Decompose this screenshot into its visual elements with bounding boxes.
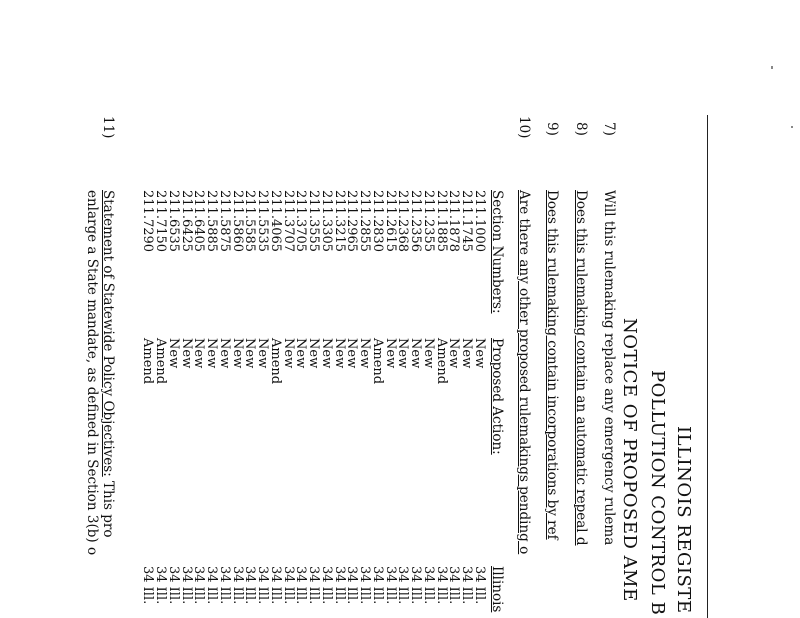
register-citation-cell: 34 Ill. [446, 566, 462, 605]
table-row [346, 0, 359, 618]
section-number-cell: 211.6425 [178, 190, 194, 253]
item-11-number: 11) [100, 116, 116, 139]
register-citation-cell: 34 Ill. [191, 566, 207, 605]
section-number-cell: 211.5875 [217, 190, 232, 253]
table-row [218, 0, 231, 618]
table-row [307, 0, 320, 618]
table-row [333, 0, 346, 618]
item-8-text: Does this rulemaking contain an automatic repeal d [573, 190, 589, 546]
table-row [384, 0, 397, 618]
table-row [358, 0, 371, 618]
item-10-text: Are there any other proposed rulemakings pending o [516, 190, 532, 555]
register-citation-cell: 34 Ill. [319, 566, 334, 605]
table-row [180, 0, 193, 618]
section-number-cell: 211.6405 [191, 190, 207, 253]
section-number-cell: 211.1745 [459, 190, 475, 253]
register-citation-cell: 34 Ill. [178, 566, 194, 605]
register-citation-cell: 34 Ill. [229, 566, 245, 605]
proposed-action-cell: New [293, 338, 309, 369]
proposed-action-cell: Amend [268, 338, 283, 385]
register-citation-cell: 34 Ill. [472, 566, 487, 605]
register-citation-cell: 34 Ill. [255, 566, 271, 605]
section-number-cell: 211.2855 [357, 190, 373, 253]
proposed-action-cell: Amend [140, 338, 156, 385]
register-citation-cell: 34 Ill. [293, 566, 309, 605]
table-row [256, 0, 269, 618]
proposed-action-cell: New [459, 338, 475, 369]
item-7-number: 7) [601, 122, 617, 136]
register-citation-cell: 34 Ill. [344, 566, 360, 605]
section-number-cell: 211.1885 [433, 190, 449, 253]
item-11-line-1 [101, 190, 115, 538]
item-8-number: 8) [573, 122, 589, 136]
proposed-action-cell: New [357, 338, 373, 369]
proposed-action-cell: New [229, 338, 245, 369]
register-citation-cell: 34 Ill. [421, 566, 436, 605]
register-citation-cell: 34 Ill. [280, 566, 296, 605]
table-row [205, 0, 218, 618]
section-number-cell: 211.5885 [204, 190, 220, 253]
proposed-action-cell: New [408, 338, 424, 369]
register-citation-cell: 34 Ill. [408, 566, 424, 605]
proposed-action-cell: New [472, 338, 487, 369]
proposed-action-cell: New [319, 338, 334, 369]
table-row [320, 0, 333, 618]
proposed-action-cell: New [382, 338, 398, 369]
table-row [269, 0, 282, 618]
table-row [167, 0, 180, 618]
proposed-action-cell: New [421, 338, 436, 369]
section-number-cell: 211.4065 [268, 190, 283, 253]
table-row [295, 0, 308, 618]
section-number-cell: 211.7150 [153, 190, 169, 253]
section-number-cell: 211.3215 [331, 190, 347, 253]
section-number-cell: 211.2965 [344, 190, 360, 253]
proposed-action-cell: New [446, 338, 462, 369]
register-citation-cell: 34 Ill. [331, 566, 347, 605]
section-number-cell: 211.3705 [293, 190, 309, 253]
table-row [142, 0, 155, 618]
item-11-line-2: enlarge a State mandate, as defined in Section 3(b) o [84, 190, 100, 556]
agency-title: POLLUTION CONTROL B [647, 370, 668, 616]
proposed-action-cell: Amend [370, 338, 385, 385]
register-citation-cell: 34 Ill. [382, 566, 398, 605]
table-row [193, 0, 206, 618]
section-number-cell: 211.5585 [242, 190, 258, 253]
section-number-cell: 211.3555 [306, 190, 322, 253]
section-number-cell: 211.3305 [319, 190, 334, 253]
register-citation-cell: 34 Ill. [153, 566, 169, 605]
register-citation-cell: 34 Ill. [204, 566, 220, 605]
section-number-cell: 211.3707 [280, 190, 296, 253]
table-row [409, 0, 422, 618]
item-9-text: Does this rulemaking contain incorporations by ref [544, 190, 560, 540]
table-row [460, 0, 473, 618]
register-citation-cell: 34 Ill. [370, 566, 385, 605]
table-row [473, 0, 486, 618]
register-citation-cell: 34 Ill. [217, 566, 232, 605]
section-number-cell: 211.5535 [255, 190, 271, 253]
notice-title: NOTICE OF PROPOSED AME [619, 318, 640, 602]
proposed-action-cell: Amend [433, 338, 449, 385]
register-title: ILLINOIS REGISTE [673, 426, 694, 614]
proposed-action-cell: New [395, 338, 411, 369]
section-number-cell: 211.2356 [408, 190, 424, 253]
table-row [244, 0, 257, 618]
proposed-action-cell: New [255, 338, 271, 369]
item-9-number: 9) [544, 122, 560, 136]
proposed-action-cell: New [191, 338, 207, 369]
col-header-section-numbers: Section Numbers: [489, 190, 505, 314]
col-header-illinois-register: Illinois [489, 566, 505, 613]
register-citation-cell: 34 Ill. [459, 566, 475, 605]
section-number-cell: 211.2368 [395, 190, 411, 253]
section-number-cell: 211.2355 [421, 190, 436, 253]
register-citation-cell: 34 Ill. [357, 566, 373, 605]
col-header-proposed-action: Proposed Action: [489, 338, 505, 455]
register-citation-cell: 34 Ill. [433, 566, 449, 605]
scan-speck [771, 66, 773, 69]
proposed-action-cell: New [242, 338, 258, 369]
proposed-action-cell: New [280, 338, 296, 369]
item-11-rest: This pro [100, 476, 116, 538]
proposed-action-cell: New [204, 338, 220, 369]
scan-speck [791, 126, 793, 128]
table-row [448, 0, 461, 618]
section-number-cell: 211.7290 [140, 190, 156, 253]
section-number-cell: 211.1878 [446, 190, 462, 253]
table-row [397, 0, 410, 618]
section-number-cell: 211.6535 [166, 190, 181, 253]
item-11-label: Statement of Statewide Policy Objectives: [100, 190, 116, 477]
item-7-text: Will this rulemaking replace any emergency rulema [601, 190, 617, 546]
register-citation-cell: 34 Ill. [306, 566, 322, 605]
register-citation-cell: 34 Ill. [395, 566, 411, 605]
proposed-action-cell: New [344, 338, 360, 369]
table-row [422, 0, 435, 618]
section-number-cell: 211.1000 [472, 190, 487, 253]
register-citation-cell: 34 Ill. [140, 566, 156, 605]
proposed-action-cell: New [178, 338, 194, 369]
table-row [231, 0, 244, 618]
section-number-cell: 211.2830 [370, 190, 385, 253]
section-number-cell: 211.5860 [229, 190, 245, 253]
proposed-action-cell: Amend [153, 338, 169, 385]
register-citation-cell: 34 Ill. [166, 566, 181, 605]
header-rule [707, 115, 708, 618]
table-row [371, 0, 384, 618]
proposed-action-cell: New [331, 338, 347, 369]
table-row [435, 0, 448, 618]
register-citation-cell: 34 Ill. [242, 566, 258, 605]
register-citation-cell: 34 Ill. [268, 566, 283, 605]
proposed-action-cell: New [166, 338, 181, 369]
item-10-number: 10) [516, 116, 532, 139]
table-row [154, 0, 167, 618]
proposed-action-cell: New [306, 338, 322, 369]
section-number-cell: 211.2615 [382, 190, 398, 253]
table-row [282, 0, 295, 618]
proposed-action-cell: New [217, 338, 232, 369]
